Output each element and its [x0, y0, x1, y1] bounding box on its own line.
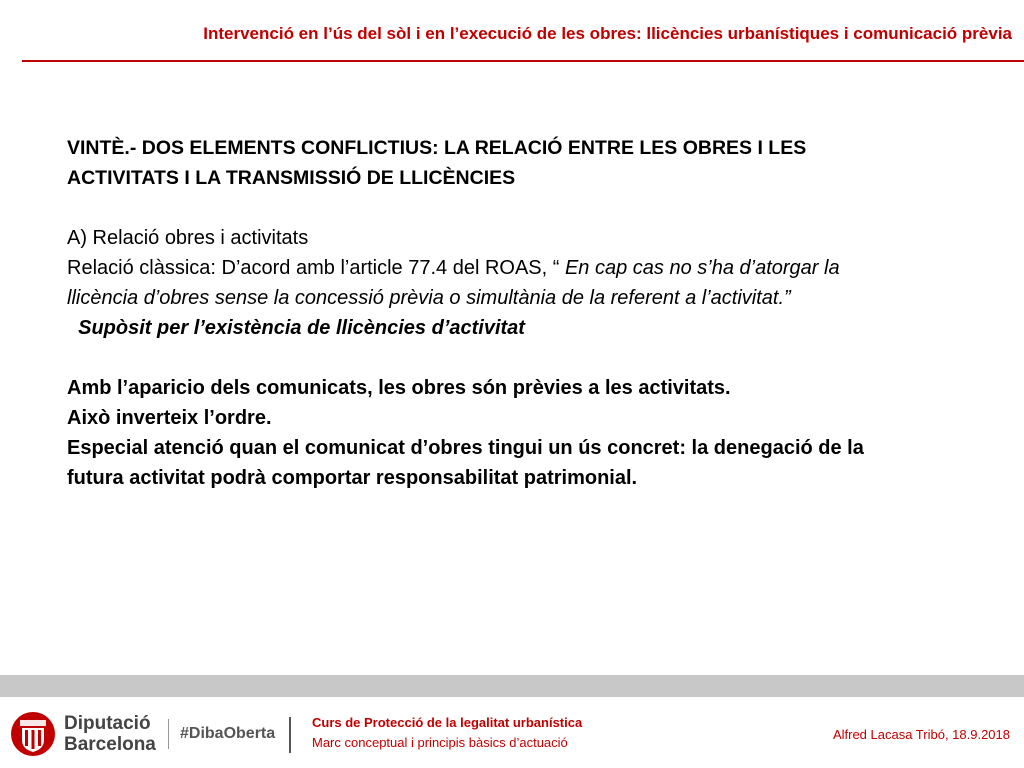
- slide-heading-line1: VINTÈ.- DOS ELEMENTS CONFLICTIUS: LA RELACIÓ ENTRE LES OBRES I LES: [67, 137, 807, 159]
- course-title: Curs de Protecció de la legalitat urbanística: [312, 715, 583, 730]
- header-title: Intervenció en l’ús del sòl i en l’execució de les obres: llicències urbanístiques i comunicació prèvia: [203, 24, 1012, 43]
- footer-divider: [289, 717, 291, 753]
- paragraph-comunicats-line2: Això inverteix l’ordre.: [67, 407, 272, 429]
- emphasis-text: Supòsit per l’existència de llicències d’activitat: [78, 317, 525, 339]
- slide-content: [67, 133, 867, 493]
- logo-wordmark: [64, 713, 156, 755]
- paragraph-intro: Relació clàssica: D’acord amb l’article 77.4 del ROAS, “: [67, 257, 565, 279]
- paragraph-comunicats-line1: Amb l’aparicio dels comunicats, les obres són prèvies a les activitats.: [67, 377, 731, 399]
- slide-heading-line2: ACTIVITATS I LA TRANSMISSIÓ DE LLICÈNCIES: [67, 167, 516, 189]
- slide-heading: [67, 133, 867, 193]
- footer-bar: [0, 675, 1024, 697]
- logo-separator: [168, 719, 169, 749]
- spacer: [67, 317, 78, 339]
- course-subtitle: Marc conceptual i principis bàsics d’actuació: [312, 735, 568, 750]
- diputacio-barcelona-emblem-icon: [10, 711, 56, 757]
- paragraph-comunicats-line3: Especial atenció quan el comunicat d’obres tingui un ús concret: la denegació de la futura activitat podrà comportar responsabilitat patrimonial.: [67, 437, 864, 489]
- footer: [0, 697, 1024, 768]
- author-date: Alfred Lacasa Tribó, 18.9.2018: [832, 727, 1010, 742]
- roas-quote: En cap cas no s’ha d’atorgar la llicència d’obres sense la concessió prèvia o simultània de la referent a l’activitat.”: [67, 257, 840, 309]
- section-a-title: A) Relació obres i activitats: [67, 227, 309, 249]
- logo-line2: Barcelona: [64, 734, 156, 755]
- logo-line1: Diputació: [64, 713, 151, 734]
- hashtag: #DibaOberta: [180, 725, 276, 742]
- header-rule: [22, 60, 1024, 62]
- paragraph-classic-relation: [67, 253, 867, 343]
